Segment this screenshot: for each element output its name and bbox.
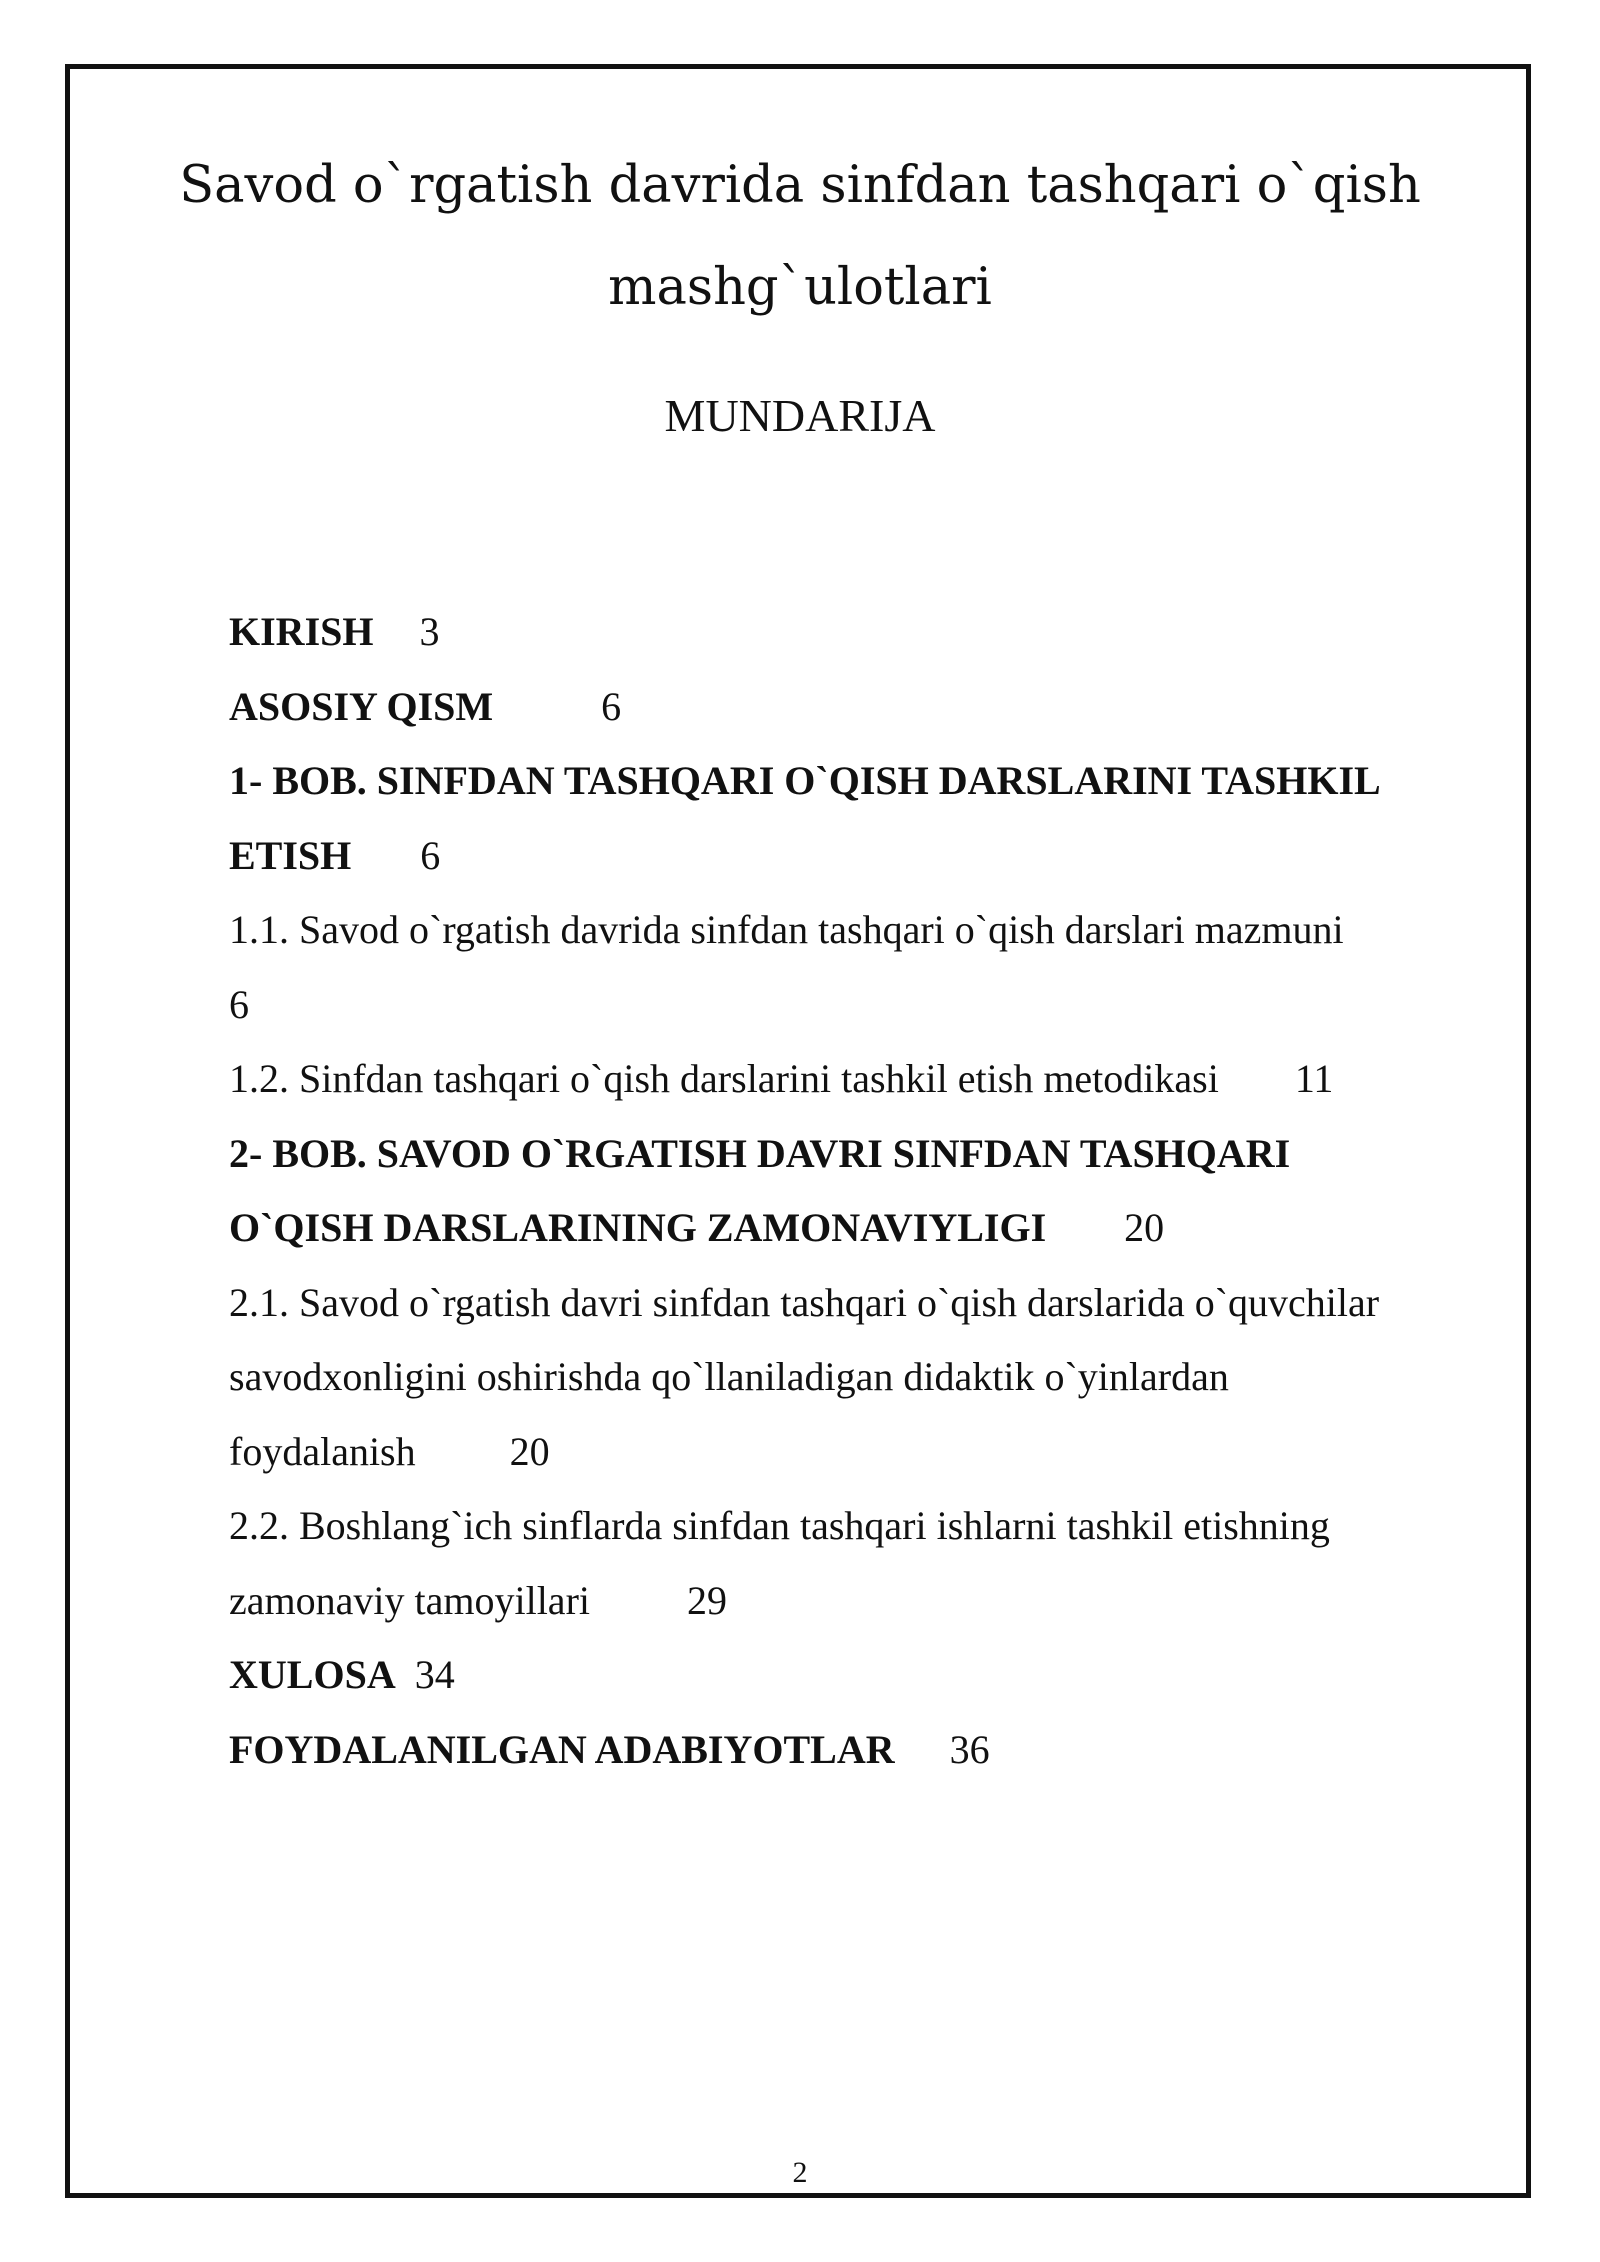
- toc-entry-adabiyotlar: [229, 1713, 1509, 1788]
- toc-entry-label: 1.1. Savod o`rgatish davrida sinfdan tashqari o`qish darslari mazmuni: [229, 907, 1344, 952]
- toc-entry-label: O`QISH DARSLARINING ZAMONAVIYLIGI: [229, 1205, 1047, 1250]
- toc-entry-2-1-line1: [229, 1266, 1509, 1341]
- document-title-line-1: Savod o`rgatish davrida sinfdan tashqari o`qish: [179, 156, 1421, 215]
- toc-entry-bob2-line1: [229, 1117, 1509, 1192]
- toc-entry-2-2-line2: [229, 1564, 1509, 1639]
- toc-entry-1-1-line1: [229, 893, 1509, 968]
- toc-entry-page: 11: [1294, 1056, 1334, 1101]
- document-title-line-2: mashg`ulotlari: [608, 258, 992, 317]
- toc-heading: MUNDARIJA: [664, 390, 936, 441]
- toc-entry-page: 20: [1124, 1205, 1165, 1250]
- toc-entry-label: 1.2. Sinfdan tashqari o`qish darslarini tashkil etish metodikasi: [229, 1056, 1219, 1101]
- toc-entry-label: XULOSA: [229, 1652, 396, 1697]
- toc-entry-page: 6: [601, 683, 622, 729]
- toc-entry-label: 2- BOB. SAVOD O`RGATISH DAVRI SINFDAN TASHQARI: [229, 1130, 1291, 1176]
- toc-entry-bob2-line2: [229, 1191, 1509, 1266]
- toc-entry-label: zamonaviy tamoyillari: [229, 1577, 590, 1623]
- toc-entry-label: ETISH: [229, 832, 352, 878]
- toc-entry-label: FOYDALANILGAN ADABIYOTLAR: [229, 1726, 895, 1772]
- toc-entry-label: foydalanish: [229, 1428, 416, 1474]
- toc-entry-label: 2.2. Boshlang`ich sinflarda sinfdan tashqari ishlarni tashkil etishning: [229, 1503, 1330, 1548]
- toc-entry-bob1-line1: [229, 744, 1509, 819]
- toc-entry-bob1-line2: [229, 819, 1509, 894]
- toc-entry-page: 34: [414, 1652, 455, 1697]
- table-of-contents: [229, 595, 1509, 1787]
- toc-entry-label: savodxonligini oshirishda qo`llaniladigan didaktik o`yinlardan: [229, 1354, 1229, 1399]
- toc-entry-page: 36: [949, 1726, 990, 1772]
- toc-entry-1-1-line2: [229, 968, 1509, 1043]
- toc-entry-page: 29: [687, 1577, 727, 1623]
- toc-entry-label: ASOSIY QISM: [229, 683, 494, 729]
- toc-entry-1-2: [229, 1042, 1509, 1117]
- toc-entry-page: 6: [420, 832, 441, 878]
- toc-entry-label: KIRISH: [229, 609, 374, 654]
- toc-entry-asosiy: [229, 670, 1509, 745]
- toc-entry-page: 3: [419, 609, 440, 654]
- toc-entry-2-1-line3: [229, 1415, 1509, 1490]
- toc-entry-2-1-line2: [229, 1340, 1509, 1415]
- toc-entry-2-2-line1: [229, 1489, 1509, 1564]
- toc-entry-label: 2.1. Savod o`rgatish davri sinfdan tashqari o`qish darslarida o`quvchilar: [229, 1279, 1380, 1325]
- toc-entry-page: 20: [509, 1428, 550, 1474]
- toc-entry-kirish: [229, 595, 1509, 670]
- toc-entry-label: 1- BOB. SINFDAN TASHQARI O`QISH DARSLARINI TASHKIL: [229, 758, 1381, 803]
- toc-entry-xulosa: [229, 1638, 1509, 1713]
- page-number: 2: [792, 2156, 808, 2189]
- toc-entry-page: 6: [229, 981, 249, 1027]
